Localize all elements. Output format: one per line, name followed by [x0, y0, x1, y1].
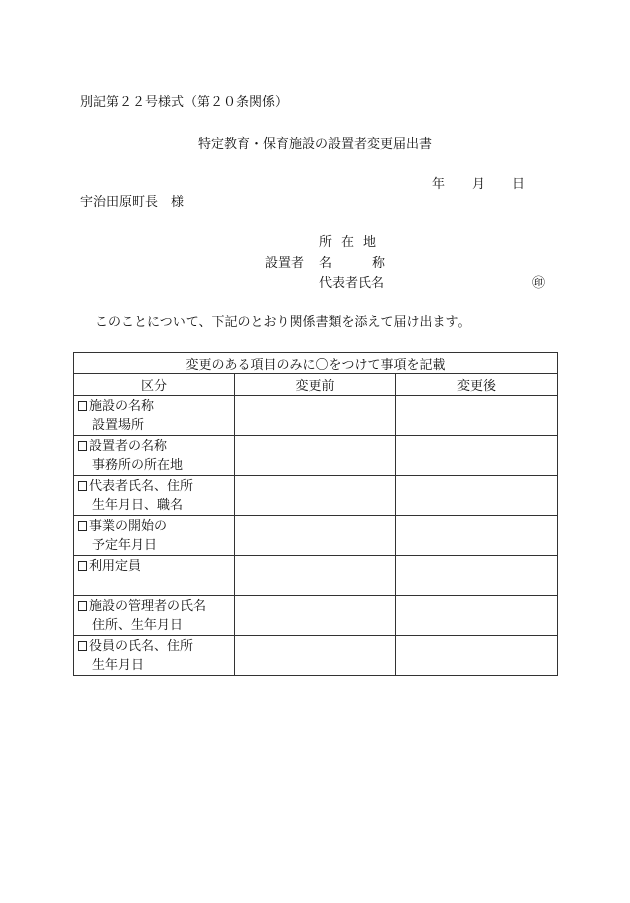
- item-cell: [74, 436, 235, 476]
- checkbox[interactable]: [78, 641, 87, 651]
- date-day-label: 日: [512, 177, 526, 192]
- item-sublabel: 事務所の所在地: [92, 458, 184, 473]
- addressee: 宇治田原町長 様: [80, 195, 185, 210]
- name-label-first: 名: [319, 256, 333, 271]
- before-cell[interactable]: [235, 516, 396, 556]
- setter-label: 設置者: [265, 256, 305, 271]
- seal-mark: ㊞: [532, 276, 546, 291]
- before-cell[interactable]: [235, 556, 396, 596]
- item-cell: [74, 636, 235, 676]
- item-cell: [74, 596, 235, 636]
- date-year-label: 年: [432, 177, 446, 192]
- before-cell[interactable]: [235, 596, 396, 636]
- checkbox[interactable]: [78, 401, 87, 411]
- item-label: 利用定員: [89, 559, 142, 574]
- checkbox[interactable]: [78, 481, 87, 491]
- change-table: [73, 352, 558, 676]
- representative-label: 代表者氏名: [319, 276, 385, 291]
- item-sublabel: 生年月日、職名: [92, 498, 184, 513]
- header-after: 変更後: [396, 374, 558, 396]
- before-cell[interactable]: [235, 436, 396, 476]
- table-row: [74, 436, 558, 476]
- checkbox[interactable]: [78, 521, 87, 531]
- before-cell[interactable]: [235, 476, 396, 516]
- item-label: 施設の名称: [89, 399, 155, 414]
- before-cell[interactable]: [235, 396, 396, 436]
- checkbox[interactable]: [78, 561, 87, 571]
- item-cell: [74, 556, 235, 596]
- item-sublabel: 設置場所: [92, 418, 145, 433]
- item-label: 施設の管理者の氏名: [89, 599, 207, 614]
- after-cell[interactable]: [396, 516, 558, 556]
- intro-text: このことについて、下記のとおり関係書類を添えて届け出ます。: [95, 315, 471, 330]
- after-cell[interactable]: [396, 436, 558, 476]
- after-cell[interactable]: [396, 596, 558, 636]
- item-sublabel: 生年月日: [92, 658, 145, 673]
- after-cell[interactable]: [396, 556, 558, 596]
- item-cell: [74, 476, 235, 516]
- before-cell[interactable]: [235, 636, 396, 676]
- table-row: [74, 476, 558, 516]
- after-cell[interactable]: [396, 636, 558, 676]
- table-row: [74, 516, 558, 556]
- table-caption: 変更のある項目のみに〇をつけて事項を記載: [74, 353, 558, 374]
- date-month-label: 月: [472, 177, 486, 192]
- item-label: 代表者氏名、住所: [89, 479, 194, 494]
- address-label: 所在地: [319, 235, 386, 250]
- table-row: [74, 556, 558, 596]
- header-category: 区分: [74, 374, 235, 396]
- after-cell[interactable]: [396, 476, 558, 516]
- item-cell: [74, 396, 235, 436]
- document-title: 特定教育・保育施設の設置者変更届出書: [197, 137, 432, 152]
- item-label: 事業の開始の: [89, 519, 168, 534]
- item-sublabel: 予定年月日: [92, 538, 158, 553]
- item-label: 役員の氏名、住所: [89, 639, 194, 654]
- table-row: [74, 596, 558, 636]
- item-cell: [74, 516, 235, 556]
- item-sublabel: 住所、生年月日: [92, 618, 184, 633]
- checkbox[interactable]: [78, 441, 87, 451]
- checkbox[interactable]: [78, 601, 87, 611]
- header-before: 変更前: [235, 374, 396, 396]
- after-cell[interactable]: [396, 396, 558, 436]
- table-caption-row: [74, 353, 558, 374]
- name-label-second: 称: [372, 256, 386, 271]
- table-header-row: [74, 374, 558, 396]
- item-label: 設置者の名称: [89, 439, 168, 454]
- table-row: [74, 396, 558, 436]
- form-number: 別記第２２号様式（第２０条関係）: [80, 95, 289, 110]
- table-row: [74, 636, 558, 676]
